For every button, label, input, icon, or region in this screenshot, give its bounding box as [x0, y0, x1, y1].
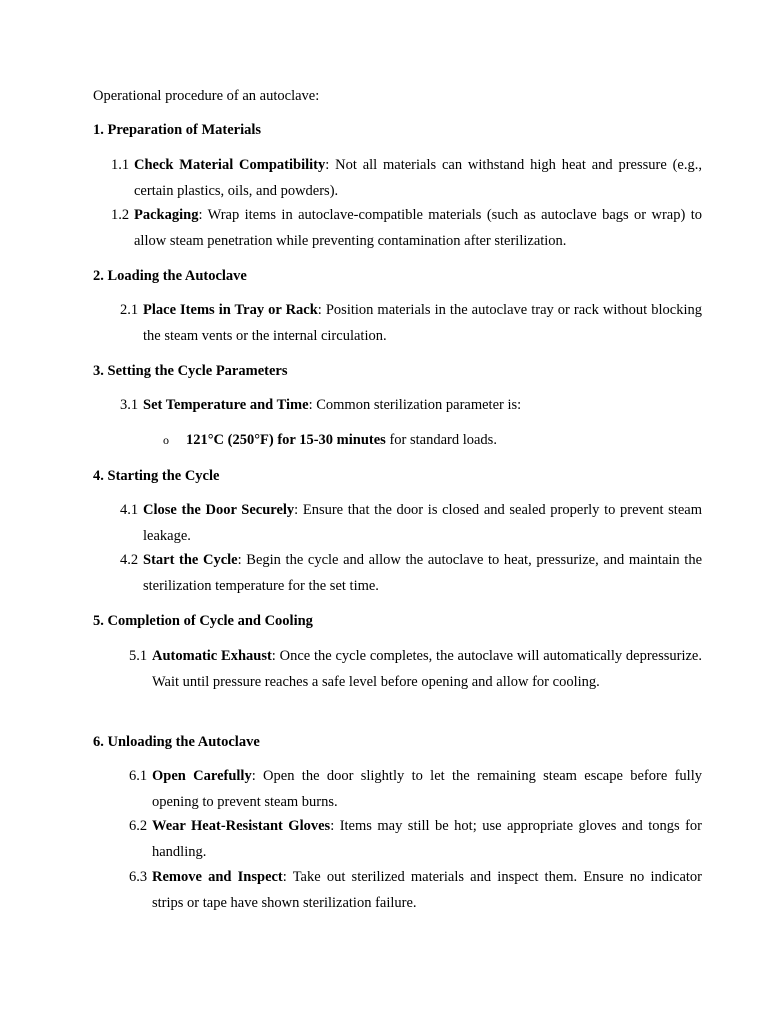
step-title: Place Items in Tray or Rack	[143, 302, 318, 318]
section-heading-5: 5. Completion of Cycle and Cooling	[93, 613, 313, 629]
section-heading-3: 3. Setting the Cycle Parameters	[93, 363, 288, 379]
step-2-1	[120, 298, 702, 349]
step-title: Check Material Compatibility	[134, 157, 326, 173]
step-text: : Once the cycle completes, the autoclave will automatically depressurize. Wait until pressure reaches a safe level before opening and allow for cooling.	[152, 648, 702, 690]
section-heading-6: 6. Unloading the Autoclave	[93, 734, 260, 750]
step-text: : Ensure that the door is closed and sealed properly to prevent steam leakage.	[143, 502, 702, 544]
step-1-1	[111, 153, 702, 204]
step-number: 1.1	[111, 157, 130, 173]
step-title: Packaging	[134, 207, 199, 223]
step-number: 6.1	[129, 768, 148, 784]
step-number: 5.1	[129, 648, 148, 664]
step-text: : Take out sterilized materials and inspect them. Ensure no indicator strips or tape have shown sterilization failure.	[152, 869, 702, 911]
section-heading-4: 4. Starting the Cycle	[93, 468, 220, 484]
step-title: Remove and Inspect	[152, 869, 283, 885]
step-title: Open Carefully	[152, 768, 252, 784]
step-3-1	[120, 393, 702, 419]
step-6-2	[129, 814, 702, 865]
step-title: Start the Cycle	[143, 552, 238, 568]
section-heading-2: 2. Loading the Autoclave	[93, 268, 247, 284]
step-text: : Position materials in the autoclave tray or rack without blocking the steam vents or the internal circulation.	[143, 302, 702, 344]
step-number: 3.1	[120, 397, 139, 413]
parameter-bullet	[163, 431, 497, 449]
step-text: : Begin the cycle and allow the autoclave to heat, pressurize, and maintain the sterilization temperature for the set time.	[143, 552, 702, 594]
section-heading-1: 1. Preparation of Materials	[93, 122, 262, 138]
bullet-marker: o	[163, 433, 169, 447]
step-text: : Items may still be hot; use appropriate gloves and tongs for handling.	[152, 818, 702, 860]
step-text: : Wrap items in autoclave-compatible materials (such as autoclave bags or wrap) to allow steam penetration while preventing contamination after sterilization.	[134, 207, 702, 249]
step-number: 6.2	[129, 818, 148, 834]
parameter-value: 121°C (250°F) for 15-30 minutes	[186, 432, 386, 448]
step-number: 1.2	[111, 207, 130, 223]
step-number: 2.1	[120, 302, 139, 318]
step-text: : Not all materials can withstand high heat and pressure (e.g., certain plastics, oils, and powders).	[134, 157, 702, 199]
step-number: 6.3	[129, 869, 148, 885]
step-text: : Open the door slightly to let the remaining steam escape before fully opening to prevent steam burns.	[152, 768, 702, 810]
step-6-3	[129, 865, 702, 916]
step-5-1	[129, 644, 702, 695]
step-4-1	[120, 498, 702, 549]
document-intro: Operational procedure of an autoclave:	[93, 88, 320, 104]
step-number: 4.2	[120, 552, 139, 568]
step-title: Close the Door Securely	[143, 502, 295, 518]
step-1-2	[111, 203, 702, 254]
step-4-2	[120, 548, 702, 599]
step-title: Automatic Exhaust	[152, 648, 272, 664]
step-text: : Common sterilization parameter is:	[308, 397, 522, 413]
step-title: Wear Heat-Resistant Gloves	[152, 818, 331, 834]
step-title: Set Temperature and Time	[143, 397, 309, 413]
step-6-1	[129, 764, 702, 815]
step-number: 4.1	[120, 502, 139, 518]
parameter-text: for standard loads.	[385, 432, 497, 448]
